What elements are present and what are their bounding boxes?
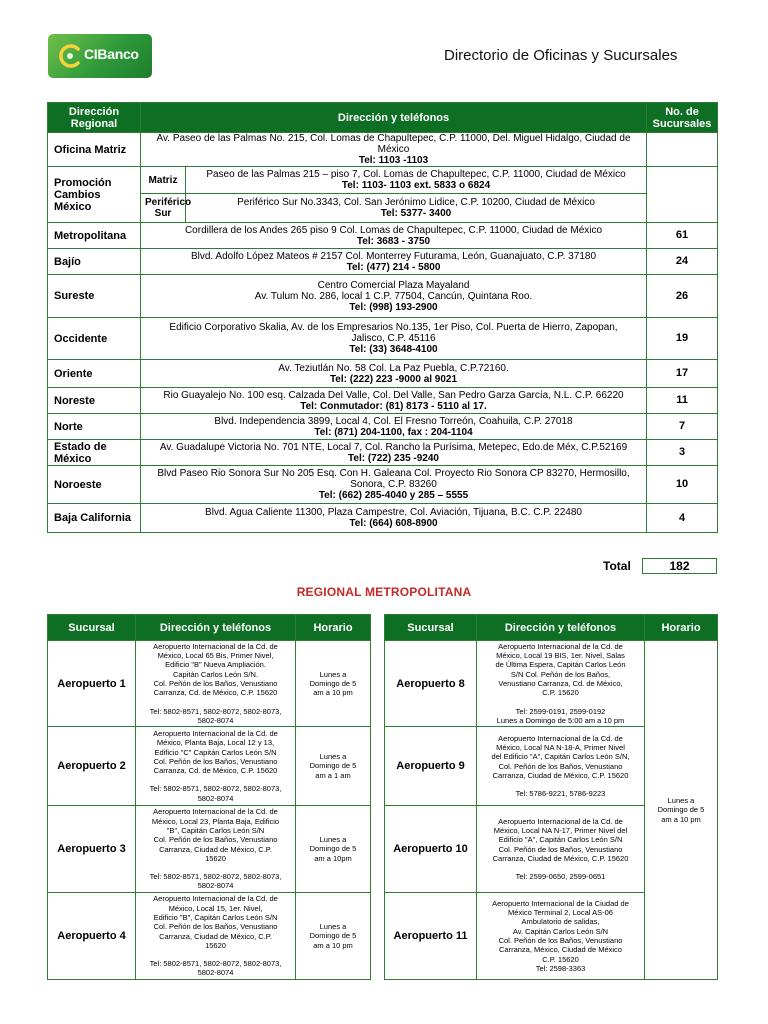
address-line: Blvd Paseo Rio Sonora Sur No 205 Esq. Con H. Galeana Col. Proyecto Rio Sonora CP 83270, Hermosillo, (157, 468, 630, 479)
branch-hours (296, 727, 371, 806)
region-name: Norte (48, 414, 141, 440)
address-line: Ambulatorio de salidas, (521, 917, 600, 927)
branch-hours (645, 641, 718, 980)
branch-address (477, 641, 645, 727)
address-line: Tel: 2598-3363 (535, 963, 586, 973)
branch-row (48, 806, 371, 893)
phone-line: Tel: (871) 204-1100, fax : 204-1104 (314, 426, 473, 438)
cibanco-logo-icon (56, 42, 84, 70)
branch-count: 19 (647, 318, 718, 360)
region-name: Oriente (48, 360, 141, 388)
phone-line: Tel: (998) 193-2900 (349, 301, 438, 313)
regional-row-promocion (48, 167, 718, 194)
table-header-row (48, 103, 718, 133)
spacer (138, 950, 293, 959)
branch-address (136, 641, 296, 727)
address-line: Blvd. Independencia 3899, Local 4, Col. El Fresno Torreón, Coahuila, C.P. 27018 (214, 415, 573, 427)
hours-line: am a 1 am (315, 770, 351, 780)
address-line: 15620 (205, 940, 226, 950)
region-address (141, 223, 647, 249)
address-line: Jalisco, C.P. 45116 (351, 333, 436, 344)
branches-table-right (384, 614, 718, 980)
phone-line: Tel: 2599-0650, 2599-0651 (515, 872, 606, 882)
branch-name: Aeropuerto 2 (48, 727, 136, 806)
spacer (479, 863, 642, 872)
region-name: Occidente (48, 318, 141, 360)
address-line: México, Planta Baja, Local 12 y 13, (156, 738, 275, 748)
branch-address (136, 727, 296, 806)
address-line: Edificio "C" Capitán Carlos León S/N (154, 747, 277, 757)
phone-line: Tel: Conmutador: (81) 8173 - 5110 al 17. (300, 400, 487, 412)
regional-row (48, 249, 718, 275)
branch-count: 17 (647, 360, 718, 388)
phone-line: Tel: (33) 3648-4100 (349, 344, 438, 355)
address-line: Aeropuerto Internacional de la Cd. de (153, 894, 278, 904)
spacer (479, 780, 642, 789)
address-line: Paseo de las Palmas 215 – piso 7, Col. Lomas de Chapultepec, C.P. 11000, Ciudad de México (206, 169, 626, 180)
address-line: Aeropuerto Internacional de la Cd. de (153, 807, 278, 817)
regional-row (48, 414, 718, 440)
branch-hours (296, 893, 371, 980)
hours-line: Domingo de 5 (309, 844, 357, 854)
branch-row (385, 641, 718, 727)
hours-line: Lunes a (319, 835, 347, 845)
header-direccion-telefonos: Dirección y teléfonos (141, 103, 647, 133)
phone-line: Tel: 2599-0191, 2599-0192 (515, 706, 606, 716)
address-line: Edificio "A", Capitán Carlos León S/N (498, 835, 623, 845)
address-line: Cordillera de los Andes 265 piso 9 Col. Lomas de Chapultepec, C.P. 11000, Ciudad de México (184, 224, 603, 236)
address-line: Col. Peñón de los Baños, Venustiano (153, 679, 278, 688)
branch-row (48, 641, 371, 727)
address-line: Col. Peñón de los Baños, Venustiano (498, 761, 623, 771)
region-address (186, 194, 647, 223)
branch-name: Aeropuerto 10 (385, 806, 477, 893)
address-line: Periférico Sur No.3343, Col. San Jerónimo Lidice, C.P. 10200, Ciudad de México (237, 197, 595, 208)
hours-line: Domingo de 5 (309, 761, 357, 771)
regional-row (48, 504, 718, 533)
branch-name: Aeropuerto 9 (385, 727, 477, 806)
total-label: Total (603, 559, 631, 573)
address-line: Carranza, Cd. de México, C.P. 15620 (153, 766, 278, 776)
address-line: México, Local NA N-18-A, Primer Nivel (496, 742, 625, 752)
phone-line: Tel: 5786-9221, 5786-9223 (515, 789, 606, 799)
address-line: C.P. 15620 (542, 954, 579, 964)
regional-row (48, 440, 718, 466)
address-line: México, Local 15, 1er. Nivel, (168, 903, 263, 913)
header-sucursal: Sucursal (48, 615, 136, 641)
branches-table-left (47, 614, 371, 980)
address-line: Edificio Corporativo Skalia, Av. de los Empresarios No.135, 1er Piso, Col. Puerta de Hierro, Zapopan, (169, 322, 618, 333)
branch-name: Aeropuerto 11 (385, 893, 477, 980)
header-horario: Horario (296, 615, 371, 641)
region-name: Metropolitana (48, 223, 141, 249)
address-line: México, Local NA N-17, Primer Nivel del (493, 825, 628, 835)
address-line: Centro Comercial Plaza Mayaland (317, 279, 470, 291)
page-title: Directorio de Oficinas y Sucursales (444, 47, 678, 64)
address-line: Col. Peñón de los Baños, Venustiano (153, 756, 278, 766)
branch-count: 26 (647, 275, 718, 318)
region-address (141, 504, 647, 533)
address-line: México, Local 23, Planta Baja, Edificio (151, 816, 280, 826)
regional-row (48, 388, 718, 414)
branch-name: Aeropuerto 1 (48, 641, 136, 727)
address-line: Aeropuerto Internacional de la Cd. de (153, 641, 278, 651)
address-line: Blvd. Agua Caliente 11300, Plaza Campestre, Col. Aviación, Tijuana, B.C. C.P. 22480 (205, 507, 582, 518)
hours-line: am a 10 pm (313, 688, 353, 698)
address-line: Av. Teziutlán No. 58 Col. La Paz Puebla, C.P.72160. (278, 362, 509, 374)
address-line: Carranza, Ciudad de México, C.P. 15620 (492, 770, 629, 780)
address-line: Col. Peñón de los Baños, Venustiano (498, 844, 623, 854)
phone-line: Tel: 5802-8571, 5802-8072, 5802-8073, (149, 784, 282, 794)
address-line: Av. Capitán Carlos León S/N (512, 926, 609, 936)
region-address (141, 440, 647, 466)
branch-count: 24 (647, 249, 718, 275)
address-line: Sonora, C.P. 83260 (350, 479, 437, 490)
address-line: C.P. 15620 (542, 688, 579, 698)
phone-line: 5802-8074 (197, 793, 234, 803)
branch-name: Aeropuerto 4 (48, 893, 136, 980)
address-line: Col. Peñón de los Baños, Venustiano (498, 936, 623, 945)
hours-line: Lunes a (667, 796, 695, 806)
phone-line: 5802-8074 (197, 881, 234, 891)
branch-address (477, 727, 645, 806)
spacer (138, 698, 293, 707)
phone-line: Tel: (222) 223 -9000 al 9021 (329, 373, 458, 385)
phone-line: Lunes a Domingo de 5:00 am a 10 pm (496, 715, 625, 725)
region-name: Oficina Matriz (48, 133, 141, 167)
address-line: "B", Capitán Carlos León S/N (166, 825, 265, 835)
address-line: Carranza, México, Ciudad de México (499, 945, 622, 955)
region-name: Sureste (48, 275, 141, 318)
region-name: Bajío (48, 249, 141, 275)
header-direccion: Dirección y teléfonos (477, 615, 645, 641)
logo-text: CIBanco (84, 46, 139, 62)
branch-count: 7 (647, 414, 718, 440)
hours-line: am a 10pm (314, 853, 352, 863)
address-line: Carranza, Ciudad de México, C.P. (159, 844, 272, 854)
address-line: Rio Guayalejo No. 100 esq. Calzada Del Valle, Col. Del Valle, San Pedro Garza García, N.L. C.P. 66220 (163, 389, 624, 401)
phone-line: Tel: (662) 285-4040 y 285 – 5555 (318, 490, 469, 501)
address-line: Blvd. Adolfo López Mateos # 2157 Col. Monterrey Futurama, León, Guanajuato, C.P. 37180 (190, 250, 597, 262)
spacer (138, 863, 293, 872)
region-address (141, 414, 647, 440)
phone-line: Tel: 5802-8571, 5802-8072, 5802-8073, (149, 872, 282, 882)
phone-line: Tel: 5802-8571, 5802-8072, 5802-8073, (149, 706, 282, 716)
address-line: 15620 (205, 853, 226, 863)
header-direccion: Dirección y teléfonos (136, 615, 296, 641)
address-line: México, Local 65 Bis, Primer Nivel, (157, 651, 274, 661)
spacer (479, 698, 642, 707)
address-line: Carranza, Cd. de México, C.P. 15620 (153, 688, 278, 698)
sub-office-label: Periférico Sur (141, 194, 186, 223)
address-line: del Edificio "A", Capitán Carlos León S/N, (491, 752, 630, 762)
cibanco-logo (48, 34, 152, 78)
branch-row (48, 727, 371, 806)
phone-line: Tel: 5802-8571, 5802-8072, 5802-8073, (149, 959, 282, 969)
address-line: México Terminal 2, Local AS-06 (508, 908, 613, 918)
hours-line: Domingo de 5 (309, 678, 357, 688)
phone-line: Tel: (722) 235 -9240 (348, 452, 439, 464)
header-horario: Horario (645, 615, 718, 641)
address-line: Capitán Carlos León S/N. (172, 669, 259, 679)
branch-count: 10 (647, 466, 718, 504)
hours-line: Lunes a (319, 669, 347, 679)
branch-count: 4 (647, 504, 718, 533)
branch-hours (296, 641, 371, 727)
sub-office-label: Matriz (141, 167, 186, 194)
region-address (186, 167, 647, 194)
hours-line: Lunes a (319, 922, 347, 932)
branch-header-row (385, 615, 718, 641)
address-line: Aeropuerto Internacional de la Cd. de (498, 816, 623, 826)
region-name: Estado de México (48, 440, 141, 466)
address-line: Av. Tulum No. 286, local 1 C.P. 77504, Cancún, Quintana Roo. (254, 290, 533, 302)
section-title: REGIONAL METROPOLITANA (296, 585, 472, 599)
phone-line: Tel: 1103 -1103 (358, 155, 429, 166)
phone-line: 5802-8074 (197, 715, 234, 725)
branch-count: 11 (647, 388, 718, 414)
branch-count: 61 (647, 223, 718, 249)
region-address (141, 275, 647, 318)
address-line: Av. Guadalupe Victoria No. 701 NTE, Local 7, Col. Rancho la Purísima, Metepec, Edo.de Méx, C.P.52169 (159, 441, 628, 453)
phone-line: Tel: 3683 - 3750 (356, 235, 431, 247)
spacer (138, 775, 293, 784)
address-line: Venustiano Carranza, Cd. de México, (498, 679, 623, 688)
branch-address (477, 893, 645, 980)
header-direccion-regional: Dirección Regional (48, 103, 141, 133)
hours-line: Lunes a (319, 752, 347, 762)
phone-line: 5802-8074 (197, 968, 234, 978)
region-address (141, 133, 647, 167)
branch-address (136, 806, 296, 893)
region-name: Promoción Cambios México (48, 167, 141, 223)
address-line: Col. Peñón de los Baños, Venustiano (153, 835, 278, 845)
address-line: Carranza, Ciudad de México, C.P. (159, 931, 272, 941)
hours-line: Domingo de 5 (309, 931, 357, 941)
total-value: 182 (642, 558, 717, 574)
branch-name: Aeropuerto 3 (48, 806, 136, 893)
regional-row (48, 466, 718, 504)
address-line: Aeropuerto Internacional de la Cd. de (498, 733, 623, 743)
address-line: Edificio "B" Nueva Ampliación. (165, 660, 266, 670)
regional-row (48, 133, 718, 167)
address-line: Carranza, Ciudad de México, C.P. 15620 (492, 853, 629, 863)
region-address (141, 466, 647, 504)
region-address (141, 318, 647, 360)
regional-row (48, 360, 718, 388)
branch-count (647, 133, 718, 167)
address-line: de Última Espera, Capitán Carlos León (495, 660, 626, 670)
address-line: Aeropuerto Internacional de la Cd. de (153, 728, 278, 738)
regional-directory-table (47, 102, 718, 533)
branch-header-row (48, 615, 371, 641)
address-line: Edificio "B", Capitán Carlos León S/N (153, 912, 278, 922)
branch-name: Aeropuerto 8 (385, 641, 477, 727)
hours-line: am a 10 pm (313, 940, 353, 950)
regional-row (48, 275, 718, 318)
branch-hours (296, 806, 371, 893)
hours-line: Domingo de 5 (657, 805, 705, 815)
address-line: Av. Paseo de las Palmas No. 215, Col. Lomas de Chapultepec, C.P. 11000, Del. Miguel Hidalgo, Ciudad de México (156, 133, 631, 155)
region-address (141, 388, 647, 414)
phone-line: Tel: (477) 214 - 5800 (346, 261, 441, 273)
header-sucursal: Sucursal (385, 615, 477, 641)
branch-row (48, 893, 371, 980)
branch-count (647, 167, 718, 223)
branch-count: 3 (647, 440, 718, 466)
region-address (141, 360, 647, 388)
region-name: Noreste (48, 388, 141, 414)
address-line: Col. Peñón de los Baños, Venustiano (153, 922, 278, 932)
header-num-sucursales: No. de Sucursales (647, 103, 718, 133)
region-name: Noroeste (48, 466, 141, 504)
regional-row (48, 223, 718, 249)
region-address (141, 249, 647, 275)
phone-line: Tel: (664) 608-8900 (349, 518, 438, 529)
branch-address (477, 806, 645, 893)
hours-line: am a 10 pm (661, 814, 701, 824)
regional-row (48, 318, 718, 360)
address-line: Aeropuerto Internacional de la Cd. de (498, 641, 623, 651)
address-line: México, Local 19 BIS, 1er. Nivel, Salas (496, 651, 625, 661)
region-name: Baja California (48, 504, 141, 533)
address-line: S/N Col. Peñón de los Baños, (510, 669, 611, 679)
phone-line: Tel: 5377- 3400 (380, 208, 452, 219)
phone-line: Tel: 1103- 1103 ext. 5833 o 6824 (341, 180, 491, 191)
branch-address (136, 893, 296, 980)
address-line: Aeropuerto Internacional de la Ciudad de (492, 898, 629, 908)
regional-row-promocion (48, 194, 718, 223)
